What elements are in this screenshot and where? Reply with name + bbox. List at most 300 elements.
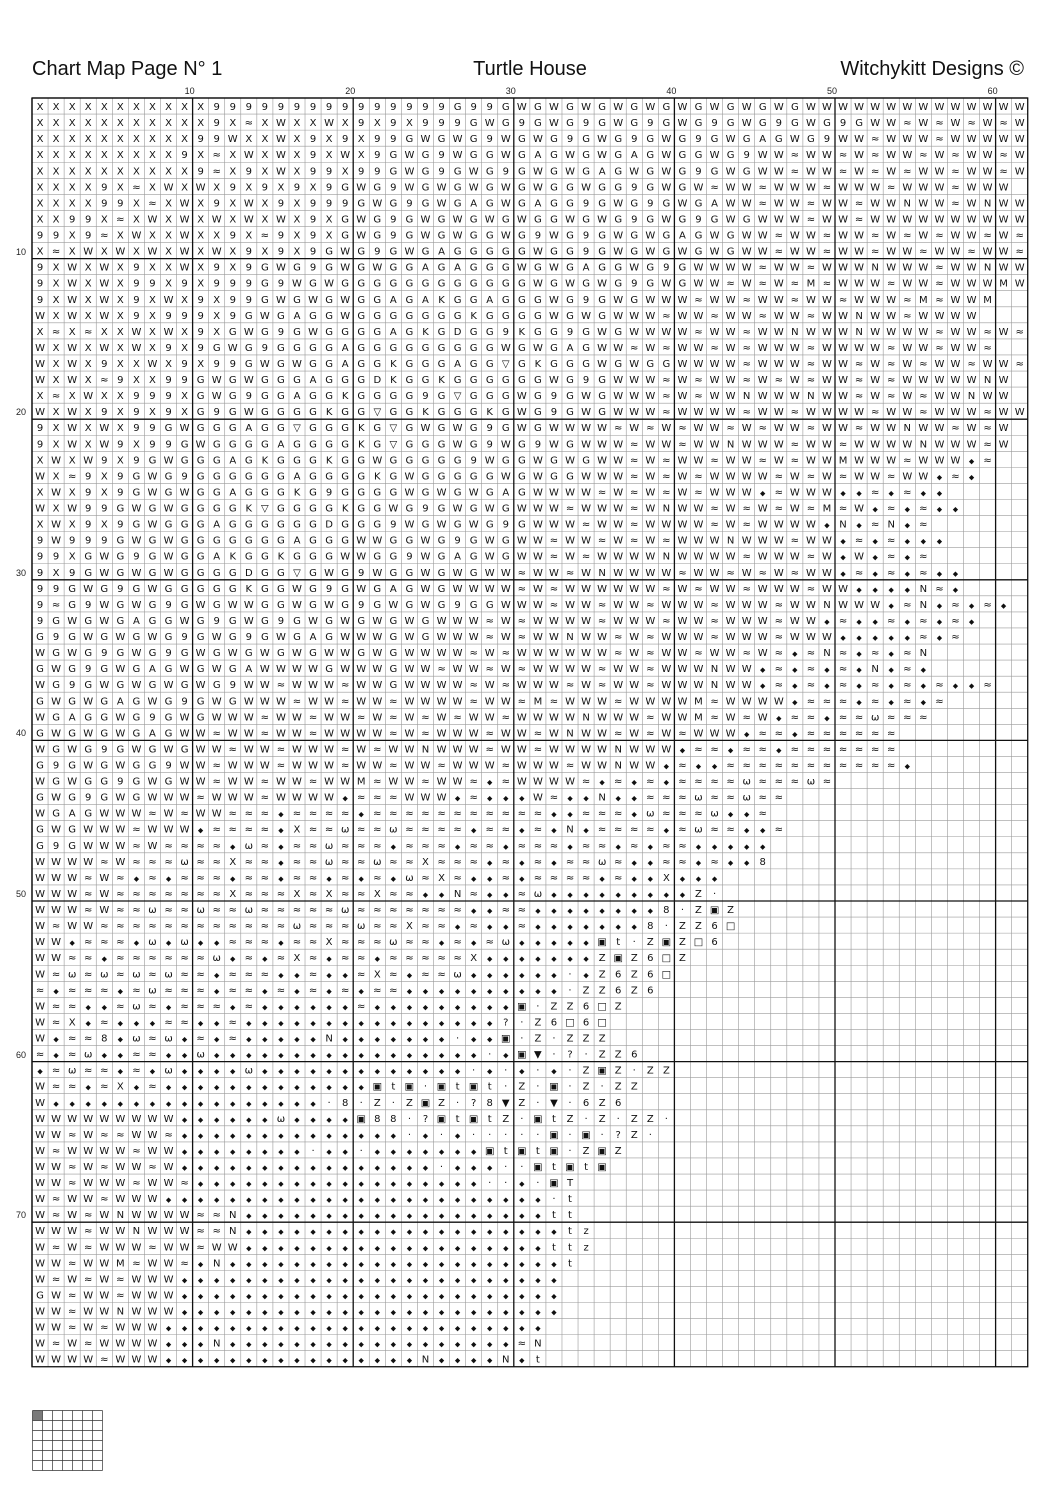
stitch-symbol: ≈: [774, 503, 783, 515]
stitch-symbol: ◆: [342, 1340, 348, 1349]
stitch-symbol: ≈: [148, 1242, 157, 1254]
stitch-symbol: ≈: [421, 840, 430, 852]
stitch-symbol: W: [500, 728, 511, 740]
stitch-symbol: W: [757, 375, 768, 387]
stitch-symbol: ◆: [567, 923, 573, 932]
stitch-symbol: X: [68, 1017, 76, 1029]
stitch-symbol: ≈: [630, 824, 639, 836]
stitch-symbol: ≈: [84, 1226, 93, 1238]
stitch-symbol: ◆: [487, 778, 493, 787]
stitch-symbol: G: [614, 182, 623, 194]
stitch-symbol: W: [211, 375, 222, 387]
stitch-symbol: ≈: [517, 567, 527, 579]
stitch-symbol: N: [791, 326, 799, 338]
stitch-symbol: ≈: [148, 1001, 157, 1013]
stitch-symbol: ◆: [470, 1276, 477, 1285]
stitch-symbol: ≈: [357, 792, 366, 804]
stitch-symbol: W: [67, 1210, 78, 1222]
stitch-symbol: N: [421, 744, 430, 756]
row-number: 50: [16, 889, 27, 899]
stitch-symbol: G: [309, 567, 317, 579]
stitch-symbol: ≈: [887, 391, 896, 403]
stitch-symbol: X: [165, 150, 172, 162]
stitch-symbol: ◆: [390, 1067, 397, 1076]
stitch-symbol: G: [469, 407, 478, 419]
stitch-symbol: G: [309, 535, 317, 547]
stitch-symbol: M: [983, 294, 992, 306]
stitch-symbol: Z: [695, 921, 702, 933]
stitch-symbol: W: [516, 102, 527, 114]
stitch-symbol: W: [211, 744, 222, 756]
stitch-symbol: 9: [197, 326, 204, 338]
stitch-symbol: G: [823, 118, 831, 130]
stitch-symbol: ·: [648, 1129, 652, 1141]
stitch-symbol: K: [438, 294, 445, 306]
stitch-symbol: X: [84, 262, 92, 274]
stitch-symbol: ≈: [132, 953, 141, 965]
stitch-symbol: W: [918, 182, 929, 194]
stitch-symbol: G: [277, 407, 285, 419]
grid-row: [37, 214, 1025, 225]
stitch-symbol: ◆: [454, 1340, 461, 1349]
stitch-symbol: X: [132, 214, 140, 226]
stitch-symbol: G: [710, 214, 719, 226]
stitch-symbol: W: [725, 407, 736, 419]
stitch-symbol: W: [420, 583, 431, 595]
stitch-symbol: ◆: [503, 1260, 509, 1269]
stitch-symbol: W: [532, 278, 543, 290]
stitch-symbol: W: [565, 519, 575, 531]
stitch-symbol: ≈: [244, 921, 254, 933]
stitch-symbol: ≈: [84, 953, 93, 965]
stitch-symbol: G: [357, 262, 366, 274]
stitch-symbol: G: [100, 760, 109, 772]
grid-row: [37, 263, 1025, 274]
stitch-symbol: ≈: [485, 615, 494, 627]
stitch-symbol: G: [36, 792, 44, 804]
stitch-symbol: ◆: [197, 1276, 204, 1285]
stitch-symbol: ≈: [389, 953, 398, 965]
stitch-symbol: G: [277, 503, 285, 515]
stitch-symbol: G: [212, 680, 221, 692]
stitch-symbol: ◆: [936, 569, 943, 578]
stitch-symbol: ≈: [244, 118, 254, 130]
stitch-symbol: ≈: [373, 872, 382, 884]
stitch-symbol: ◆: [454, 1260, 461, 1269]
stitch-symbol: ◆: [69, 939, 75, 948]
stitch-symbol: ≈: [180, 1258, 189, 1270]
stitch-symbol: ω: [501, 937, 510, 949]
stitch-symbol: X: [149, 407, 156, 419]
stitch-symbol: K: [325, 407, 333, 419]
stitch-symbol: 9: [631, 278, 638, 290]
stitch-symbol: ≈: [903, 310, 912, 322]
stitch-symbol: ≈: [116, 953, 125, 965]
stitch-symbol: ≈: [421, 808, 430, 820]
stitch-symbol: W: [886, 407, 897, 419]
stitch-symbol: Z: [534, 1033, 542, 1045]
stitch-symbol: ▣: [549, 1145, 559, 1157]
stitch-symbol: 9: [341, 198, 349, 210]
stitch-symbol: W: [629, 583, 640, 595]
stitch-symbol: W: [934, 150, 945, 162]
stitch-symbol: W: [227, 599, 238, 611]
stitch-symbol: W: [99, 278, 110, 290]
stitch-symbol: W: [404, 471, 415, 483]
stitch-symbol: ◆: [85, 1019, 91, 1028]
stitch-symbol: G: [421, 471, 430, 483]
stitch-symbol: W: [195, 680, 206, 692]
stitch-symbol: X: [341, 118, 349, 130]
stitch-symbol: W: [51, 1178, 62, 1190]
stitch-symbol: G: [437, 439, 446, 451]
stitch-symbol: W: [918, 375, 929, 387]
stitch-symbol: Z: [679, 921, 686, 933]
stitch-symbol: 9: [325, 166, 333, 178]
stitch-symbol: W: [854, 439, 865, 451]
stitch-symbol: W: [693, 439, 704, 451]
stitch-symbol: ≈: [196, 888, 205, 900]
stitch-symbol: W: [998, 439, 1009, 451]
stitch-symbol: t: [535, 1354, 540, 1366]
stitch-symbol: G: [373, 583, 382, 595]
stitch-symbol: □: [661, 969, 672, 981]
stitch-symbol: G: [405, 391, 414, 403]
stitch-symbol: G: [566, 118, 574, 130]
stitch-symbol: W: [516, 503, 527, 515]
stitch-symbol: ≈: [501, 776, 510, 788]
stitch-symbol: G: [566, 471, 574, 483]
stitch-symbol: 9: [358, 102, 365, 114]
stitch-symbol: G: [52, 615, 60, 627]
stitch-symbol: W: [147, 487, 158, 499]
stitch-symbol: Z: [518, 1097, 526, 1109]
stitch-symbol: W: [950, 310, 961, 322]
stitch-symbol: G: [196, 535, 205, 547]
stitch-symbol: W: [741, 118, 752, 130]
stitch-symbol: ◆: [181, 1356, 188, 1365]
stitch-symbol: X: [132, 439, 140, 451]
stitch-symbol: G: [566, 310, 574, 322]
stitch-symbol: ≈: [822, 760, 832, 772]
stitch-symbol: W: [83, 1161, 94, 1173]
stitch-symbol: ◆: [262, 1324, 268, 1333]
stitch-symbol: G: [357, 358, 366, 370]
stitch-symbol: ◆: [246, 1083, 252, 1092]
stitch-symbol: ◆: [262, 1308, 268, 1317]
stitch-symbol: A: [132, 615, 140, 627]
stitch-symbol: ◆: [358, 1292, 364, 1301]
stitch-symbol: G: [582, 150, 590, 162]
stitch-symbol: ◆: [888, 489, 894, 498]
stitch-symbol: ≈: [340, 921, 350, 933]
stitch-symbol: ◆: [968, 617, 975, 626]
stitch-symbol: ≈: [453, 856, 462, 868]
stitch-symbol: G: [405, 439, 414, 451]
stitch-symbol: W: [613, 664, 624, 676]
stitch-symbol: N: [871, 262, 879, 274]
stitch-symbol: ◆: [615, 923, 621, 932]
stitch-symbol: ◆: [438, 1292, 445, 1301]
stitch-symbol: W: [35, 648, 45, 660]
stitch-symbol: G: [566, 407, 574, 419]
stitch-symbol: G: [485, 519, 494, 531]
stitch-symbol: X: [68, 487, 76, 499]
stitch-symbol: G: [485, 198, 494, 210]
stitch-symbol: W: [147, 1178, 158, 1190]
stitch-symbol: ≈: [308, 905, 318, 917]
stitch-symbol: ≈: [549, 599, 559, 611]
stitch-symbol: ≈: [758, 792, 767, 804]
stitch-symbol: ◆: [840, 489, 846, 498]
stitch-symbol: ◆: [230, 1308, 236, 1317]
stitch-symbol: ◆: [390, 1003, 397, 1012]
stitch-symbol: X: [68, 102, 76, 114]
stitch-symbol: ·: [407, 1129, 412, 1141]
stitch-symbol: □: [597, 1017, 607, 1029]
stitch-symbol: ▽: [293, 567, 301, 579]
stitch-symbol: W: [243, 760, 254, 772]
stitch-symbol: W: [886, 150, 897, 162]
stitch-symbol: G: [598, 375, 607, 387]
stitch-symbol: W: [275, 166, 286, 178]
stitch-symbol: W: [243, 792, 254, 804]
stitch-symbol: G: [228, 391, 237, 403]
stitch-symbol: ◆: [358, 1340, 364, 1349]
stitch-symbol: W: [179, 728, 190, 740]
stitch-symbol: ≈: [469, 808, 478, 820]
stitch-symbol: ω: [340, 905, 350, 917]
stitch-symbol: ◆: [454, 1308, 461, 1317]
stitch-symbol: ◆: [968, 473, 975, 482]
stitch-symbol: G: [52, 712, 60, 724]
grid-row: [35, 1194, 572, 1205]
stitch-symbol: ◆: [294, 1260, 300, 1269]
stitch-symbol: W: [789, 214, 800, 226]
stitch-symbol: ω: [694, 824, 703, 836]
stitch-symbol: W: [725, 487, 736, 499]
stitch-symbol: W: [468, 583, 479, 595]
stitch-symbol: Z: [550, 1001, 558, 1013]
stitch-symbol: ◆: [213, 1308, 220, 1317]
stitch-symbol: W: [99, 423, 110, 435]
stitch-symbol: ◆: [374, 1356, 380, 1365]
stitch-symbol: W: [693, 310, 704, 322]
stitch-symbol: ◆: [262, 1260, 268, 1269]
stitch-symbol: G: [260, 471, 269, 483]
stitch-symbol: ≈: [244, 888, 254, 900]
stitch-symbol: X: [68, 230, 76, 242]
stitch-symbol: ◆: [631, 794, 637, 803]
stitch-symbol: W: [292, 728, 302, 740]
stitch-symbol: ◆: [487, 907, 493, 916]
stitch-symbol: W: [179, 214, 190, 226]
stitch-symbol: ◆: [390, 1260, 397, 1269]
stitch-symbol: W: [757, 294, 768, 306]
stitch-symbol: G: [244, 519, 253, 531]
stitch-symbol: W: [950, 102, 961, 114]
stitch-symbol: W: [934, 246, 945, 258]
stitch-symbol: X: [470, 953, 478, 965]
row-number: 10: [16, 246, 27, 257]
stitch-symbol: W: [51, 1129, 62, 1141]
stitch-symbol: ◆: [888, 682, 894, 691]
stitch-symbol: G: [550, 214, 558, 226]
stitch-symbol: ≈: [838, 728, 848, 740]
stitch-symbol: X: [181, 102, 188, 114]
stitch-symbol: ≈: [870, 648, 880, 660]
stitch-symbol: ≈: [437, 969, 446, 981]
stitch-symbol: X: [68, 246, 76, 258]
stitch-symbol: W: [308, 615, 318, 627]
stitch-symbol: ◆: [519, 955, 525, 964]
stitch-symbol: ▣: [517, 1145, 527, 1157]
stitch-symbol: G: [646, 182, 655, 194]
stitch-symbol: ≈: [276, 953, 286, 965]
stitch-symbol: W: [773, 535, 784, 547]
stitch-symbol: G: [437, 423, 446, 435]
stitch-symbol: 9: [422, 503, 429, 515]
stitch-symbol: W: [243, 198, 254, 210]
stitch-symbol: ≈: [838, 150, 848, 162]
stitch-symbol: W: [805, 599, 816, 611]
stitch-symbol: G: [534, 423, 542, 435]
stitch-symbol: W: [324, 567, 335, 579]
stitch-symbol: W: [886, 166, 897, 178]
stitch-symbol: X: [309, 118, 317, 130]
stitch-symbol: W: [516, 712, 527, 724]
stitch-symbol: W: [372, 728, 383, 740]
stitch-symbol: W: [709, 262, 720, 274]
stitch-symbol: W: [565, 615, 575, 627]
stitch-symbol: ω: [389, 937, 398, 949]
stitch-symbol: W: [51, 455, 62, 467]
stitch-symbol: G: [36, 696, 44, 708]
stitch-symbol: W: [404, 680, 415, 692]
stitch-symbol: ≈: [389, 985, 398, 997]
stitch-symbol: W: [549, 294, 559, 306]
stitch-symbol: 9: [85, 519, 92, 531]
stitch-symbol: ◆: [165, 874, 172, 883]
stitch-symbol: G: [293, 342, 301, 354]
stitch-symbol: K: [438, 375, 445, 387]
stitch-symbol: ◆: [470, 971, 477, 980]
stitch-symbol: 9: [550, 407, 558, 419]
stitch-symbol: ≈: [662, 342, 671, 354]
stitch-symbol: ◆: [470, 1019, 477, 1028]
stitch-symbol: W: [757, 632, 768, 644]
stitch-symbol: W: [35, 1081, 45, 1093]
stitch-symbol: G: [389, 567, 398, 579]
stitch-symbol: 9: [213, 358, 220, 370]
stitch-symbol: 9: [358, 599, 365, 611]
stitch-symbol: ◆: [438, 1340, 445, 1349]
stitch-symbol: ◆: [246, 1019, 252, 1028]
stitch-symbol: W: [741, 198, 752, 210]
stitch-symbol: ≈: [999, 118, 1008, 130]
stitch-symbol: ◆: [599, 890, 605, 899]
stitch-symbol: G: [68, 632, 77, 644]
stitch-symbol: ≈: [565, 503, 575, 515]
stitch-symbol: M: [356, 776, 366, 788]
stitch-symbol: ≈: [662, 455, 671, 467]
stitch-symbol: ω: [324, 840, 334, 852]
stitch-symbol: W: [725, 632, 736, 644]
stitch-symbol: W: [35, 1145, 45, 1157]
stitch-symbol: W: [484, 583, 495, 595]
stitch-symbol: W: [998, 391, 1009, 403]
stitch-symbol: W: [35, 905, 45, 917]
stitch-symbol: Z: [614, 1145, 622, 1157]
stitch-symbol: ≈: [774, 246, 783, 258]
stitch-symbol: ◆: [246, 1292, 252, 1301]
stitch-symbol: ≈: [405, 824, 414, 836]
stitch-symbol: ≈: [742, 407, 751, 419]
stitch-symbol: ω: [324, 856, 334, 868]
stitch-symbol: ◆: [535, 1260, 541, 1269]
stitch-symbol: G: [196, 615, 205, 627]
stitch-symbol: W: [613, 680, 624, 692]
stitch-symbol: ≈: [228, 969, 237, 981]
stitch-symbol: X: [132, 118, 140, 130]
stitch-symbol: ◆: [326, 955, 332, 964]
stitch-symbol: G: [630, 246, 639, 258]
stitch-symbol: X: [36, 487, 44, 499]
stitch-symbol: W: [805, 567, 816, 579]
stitch-symbol: ≈: [854, 567, 864, 579]
stitch-symbol: W: [340, 664, 351, 676]
stitch-symbol: G: [260, 391, 269, 403]
stitch-symbol: ≈: [260, 792, 270, 804]
stitch-symbol: W: [822, 358, 832, 370]
stitch-symbol: W: [918, 471, 929, 483]
stitch-symbol: N: [566, 728, 574, 740]
stitch-symbol: W: [420, 696, 431, 708]
stitch-symbol: ≈: [437, 840, 446, 852]
stitch-symbol: W: [725, 326, 736, 338]
stitch-symbol: W: [613, 615, 624, 627]
stitch-symbol: W: [597, 760, 608, 772]
stitch-symbol: G: [212, 342, 221, 354]
stitch-symbol: ◆: [262, 1356, 268, 1365]
grid-row: [37, 439, 1009, 450]
stitch-symbol: ≈: [469, 696, 478, 708]
stitch-symbol: ≈: [67, 1049, 77, 1061]
stitch-symbol: W: [51, 856, 62, 868]
stitch-symbol: W: [757, 439, 768, 451]
stitch-symbol: ◆: [278, 1099, 284, 1108]
stitch-symbol: 6: [631, 1049, 638, 1061]
stitch-symbol: ≈: [887, 551, 896, 563]
stitch-symbol: X: [52, 166, 60, 178]
stitch-symbol: W: [99, 294, 110, 306]
stitch-symbol: ◆: [503, 1228, 509, 1237]
page-title: Chart Map Page N° 1: [32, 58, 223, 80]
stitch-symbol: G: [341, 326, 350, 338]
stitch-symbol: ◆: [294, 1196, 300, 1205]
stitch-symbol: ≈: [935, 230, 944, 242]
stitch-symbol: ◆: [278, 1163, 284, 1172]
stitch-symbol: ≈: [662, 391, 671, 403]
stitch-symbol: 9: [309, 166, 317, 178]
stitch-symbol: 9: [309, 262, 317, 274]
grid-row: [35, 889, 716, 900]
stitch-symbol: W: [870, 599, 881, 611]
stitch-symbol: ω: [196, 905, 205, 917]
stitch-symbol: W: [532, 583, 543, 595]
stitch-symbol: ≈: [244, 824, 254, 836]
stitch-symbol: K: [341, 391, 349, 403]
